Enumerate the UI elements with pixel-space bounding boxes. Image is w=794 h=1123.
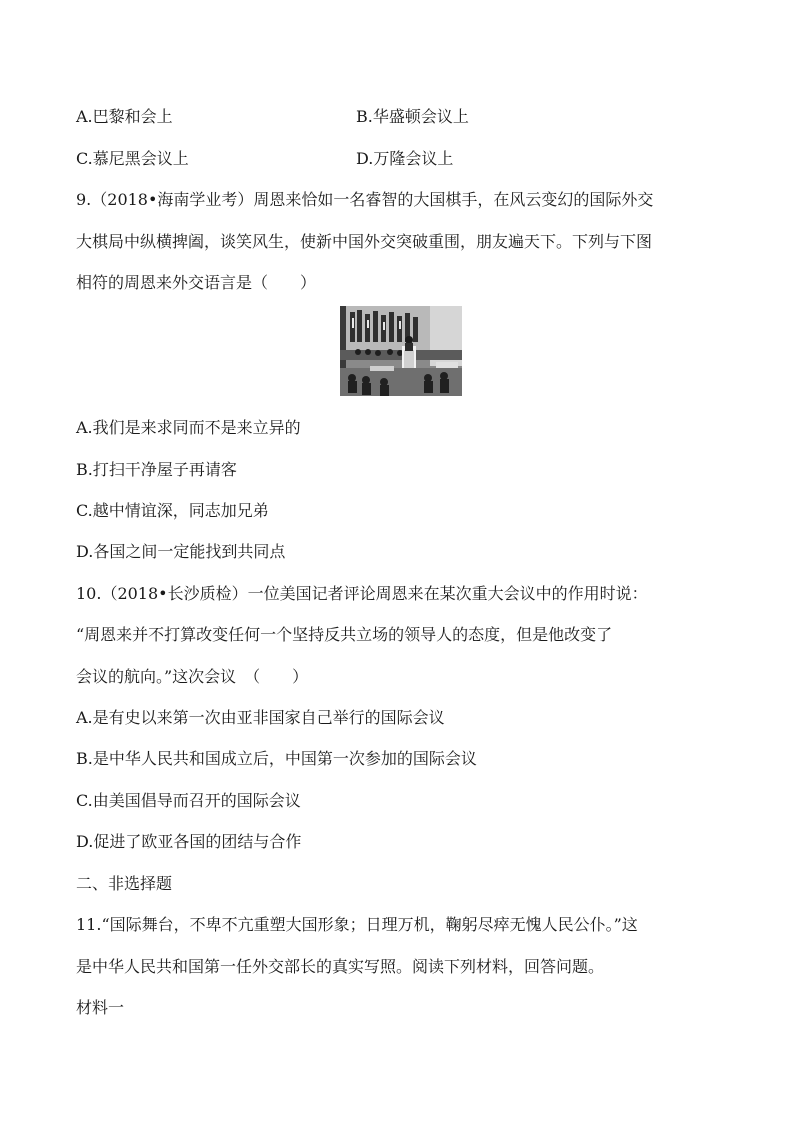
q10-option-c: C.由美国倡导而召开的国际会议 xyxy=(76,791,301,810)
q8-option-c: C.慕尼黑会议上 xyxy=(76,149,189,168)
q8-option-b: B.华盛顿会议上 xyxy=(356,107,469,126)
q10-stem-line1: 10.（2018•长沙质检）一位美国记者评论周恩来在某次重大会议中的作用时说： xyxy=(76,584,648,603)
q10-stem-line2: “周恩来并不打算改变任何一个坚持反共立场的领导人的态度，但是他改变了 xyxy=(76,625,613,644)
q9-option-d: D.各国之间一定能找到共同点 xyxy=(76,542,286,561)
section-heading: 二、非选择题 xyxy=(76,874,173,893)
q9-stem-line1: 9.（2018•海南学业考）周恩来恰如一名睿智的大国棋手，在风云变幻的国际外交 xyxy=(76,190,654,209)
q11-material-label: 材料一 xyxy=(76,998,125,1017)
q10-option-d: D.促进了欧亚各国的团结与合作 xyxy=(76,832,302,851)
q10-option-b: B.是中华人民共和国成立后，中国第一次参加的国际会议 xyxy=(76,749,477,768)
q11-stem-line2: 是中华人民共和国第一任外交部长的真实写照。阅读下列材料，回答问题。 xyxy=(76,957,605,976)
q9-stem-line2: 大棋局中纵横捭阖，谈笑风生，使新中国外交突破重围，朋友遍天下。下列与下图 xyxy=(76,232,653,251)
q11-stem-line1: 11.“国际舞台，不卑不亢重塑大国形象；日理万机，鞠躬尽瘁无愧人民公仆。”这 xyxy=(76,915,638,934)
conference-photo xyxy=(340,306,462,396)
q8-option-a: A.巴黎和会上 xyxy=(76,107,173,126)
q8-option-d: D.万隆会议上 xyxy=(356,149,454,168)
q9-option-a: A.我们是来求同而不是来立异的 xyxy=(76,418,301,437)
q9-option-b: B.打扫干净屋子再请客 xyxy=(76,460,237,479)
q10-stem-line3: 会议的航向。”这次会议 （ ） xyxy=(76,667,309,686)
q10-option-a: A.是有史以来第一次由亚非国家自己举行的国际会议 xyxy=(76,708,445,727)
q9-stem-line3: 相符的周恩来外交语言是（ ） xyxy=(76,273,317,292)
q9-option-c: C.越中情谊深，同志加兄弟 xyxy=(76,501,269,520)
